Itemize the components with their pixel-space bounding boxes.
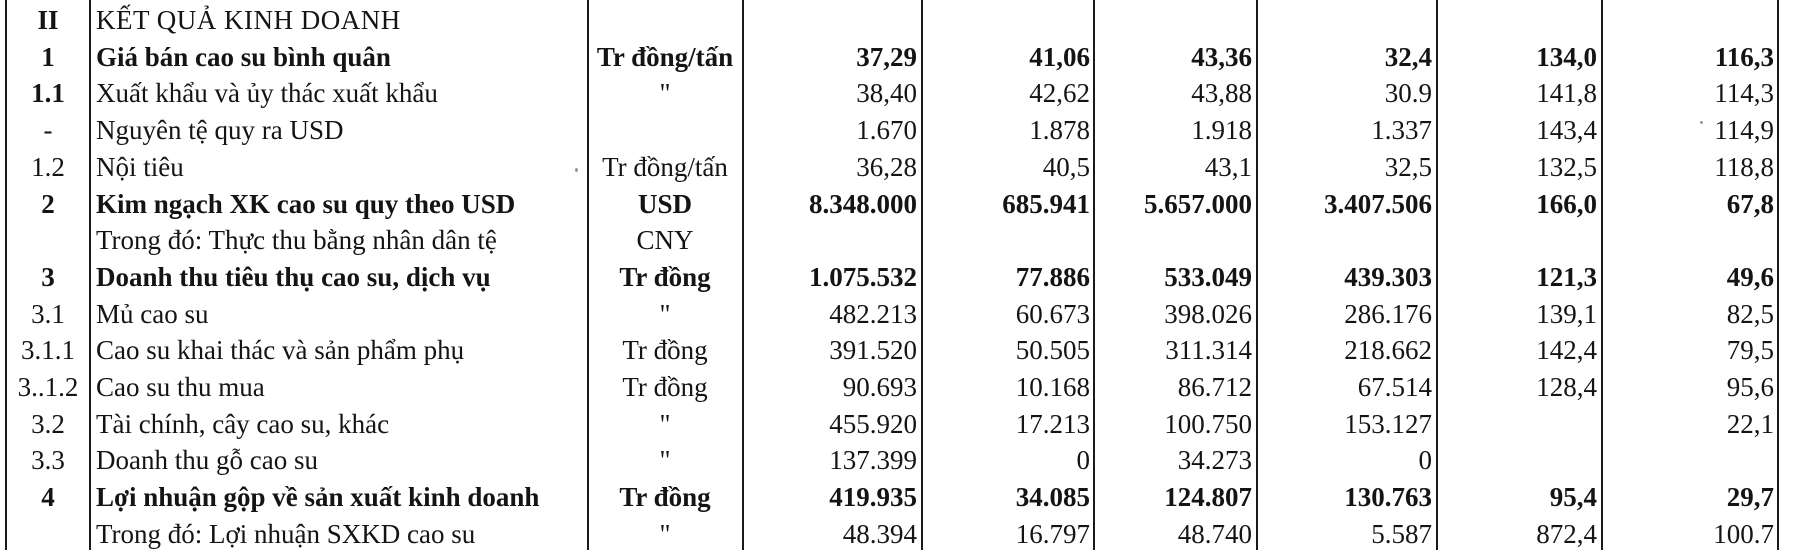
table-row	[0, 37, 1800, 74]
row-number: 1.1	[31, 78, 65, 109]
table-row	[0, 184, 1800, 221]
row-value-col1: 137.399	[829, 445, 917, 476]
row-value-col1: 391.520	[829, 335, 917, 366]
row-percent-col5: 141,8	[1536, 78, 1597, 109]
row-value-col1: 1.075.532	[809, 261, 917, 292]
section-number: II	[37, 5, 59, 35]
row-percent-col6: 49,6	[1726, 261, 1774, 292]
row-item-name: Tài chính, cây cao su, khác	[96, 408, 390, 439]
row-item-name: Kim ngạch XK cao su quy theo USD	[96, 188, 516, 219]
row-percent-col5	[1439, 404, 1597, 441]
row-percent-col5: 166,0	[1536, 188, 1597, 219]
row-unit	[589, 110, 741, 147]
row-value-col4: 153.127	[1344, 408, 1432, 439]
row-number: 3.3	[31, 445, 65, 476]
table-row	[0, 440, 1800, 477]
row-number: 3.1	[31, 298, 65, 329]
row-value-col2: 41,06	[1029, 41, 1090, 72]
table-row	[0, 147, 1800, 184]
row-value-col2: 34.085	[1015, 482, 1090, 513]
row-percent-col5: 121,3	[1536, 261, 1597, 292]
row-item-name: Doanh thu gỗ cao su	[96, 445, 318, 476]
row-percent-col6: 29,7	[1726, 482, 1774, 513]
row-number: 2	[41, 188, 55, 219]
row-value-col1: 90.693	[842, 372, 917, 402]
row-percent-col5: 139,1	[1536, 298, 1597, 329]
row-percent-col6: 114,3	[1714, 78, 1774, 109]
row-unit: "	[659, 298, 671, 329]
row-percent-col5: 132,5	[1536, 151, 1597, 182]
row-value-col1: 37,29	[856, 41, 917, 72]
row-value-col3: 398.026	[1164, 298, 1252, 329]
row-value-col1: 482.213	[829, 298, 917, 329]
table-row	[0, 110, 1800, 147]
row-percent-col6: 67,8	[1726, 188, 1774, 219]
row-percent-col5: 143,4	[1536, 115, 1597, 146]
row-percent-col6: 116,3	[1714, 41, 1774, 72]
row-value-col2: 42,62	[1029, 78, 1090, 109]
row-item-name: Mủ cao su	[96, 298, 209, 329]
row-number	[6, 514, 90, 551]
scan-speck	[575, 168, 578, 172]
row-unit: Tr đồng	[622, 335, 708, 366]
row-value-col3: 100.750	[1164, 408, 1252, 439]
table-row	[0, 514, 1800, 551]
row-value-col4: 1.337	[1371, 115, 1432, 146]
row-item-name: Xuất khẩu và ủy thác xuất khẩu	[96, 78, 438, 109]
row-value-col3: 48.740	[1177, 518, 1252, 549]
row-value-col4: 439.303	[1344, 261, 1432, 292]
row-value-col4: 67.514	[1357, 372, 1432, 402]
row-unit: "	[659, 518, 671, 549]
row-unit: Tr đồng	[619, 482, 711, 513]
row-value-col3: 124.807	[1164, 482, 1252, 513]
row-value-col4: 3.407.506	[1324, 188, 1432, 219]
row-value-col4: 286.176	[1344, 298, 1432, 329]
scan-speck	[1700, 121, 1703, 124]
row-number: 3.1.1	[21, 335, 75, 366]
row-value-col3: 43,1	[1204, 151, 1252, 182]
row-value-col2: 0	[1076, 445, 1090, 476]
row-value-col1: 36,28	[856, 151, 917, 182]
row-percent-col5: 95,4	[1549, 482, 1597, 513]
row-unit: CNY	[636, 225, 694, 256]
row-item-name: Trong đó: Thực thu bằng nhân dân tệ	[96, 225, 497, 256]
row-item-name: Cao su khai thác và sản phẩm phụ	[96, 335, 465, 366]
row-value-col1: 455.920	[829, 408, 917, 439]
row-value-col3: 1.918	[1191, 115, 1252, 146]
row-value-col2: 50.505	[1015, 335, 1090, 366]
row-value-col3: 43,36	[1191, 41, 1252, 72]
row-percent-col6: 100.7	[1713, 518, 1774, 549]
row-percent-col6: 95,6	[1726, 372, 1774, 402]
row-value-col1: 38,40	[856, 78, 917, 109]
table-row	[0, 294, 1800, 331]
row-unit: USD	[637, 188, 692, 219]
table-row	[0, 404, 1800, 441]
section-title: KẾT QUẢ KINH DOANH	[96, 5, 401, 35]
row-value-col2: 60.673	[1015, 298, 1090, 329]
row-percent-col5	[1439, 440, 1597, 477]
row-item-name: Doanh thu tiêu thụ cao su, dịch vụ	[96, 261, 491, 292]
row-value-col3: 43,88	[1191, 78, 1252, 109]
row-percent-col5: 872,4	[1536, 518, 1597, 549]
table-row	[0, 220, 1800, 257]
row-number: 3..1.2	[17, 372, 79, 402]
row-number: 1.2	[31, 151, 65, 182]
row-value-col2: 10.168	[1015, 372, 1090, 402]
row-value-col3: 533.049	[1164, 261, 1252, 292]
row-percent-col5: 128,4	[1536, 372, 1597, 402]
row-number: 3	[41, 261, 55, 292]
row-unit: Tr đồng	[622, 372, 708, 402]
row-value-col3: 86.712	[1177, 372, 1252, 402]
row-value-col4: 32,4	[1384, 41, 1432, 72]
row-value-col1: 419.935	[829, 482, 917, 513]
row-value-col4: 218.662	[1344, 335, 1432, 366]
row-value-col4: 0	[1418, 445, 1432, 476]
row-value-col2: 17.213	[1015, 408, 1090, 439]
row-value-col1: 1.670	[856, 115, 917, 146]
row-value-col2: 40,5	[1042, 151, 1090, 182]
row-value-col1: 48.394	[842, 518, 917, 549]
row-unit: "	[659, 408, 671, 439]
row-percent-col6	[1608, 220, 1774, 257]
row-percent-col6: 82,5	[1726, 298, 1774, 329]
table-row	[0, 73, 1800, 110]
table-row	[0, 477, 1800, 514]
row-number: 1	[41, 41, 55, 72]
row-unit: Tr đồng/tấn	[596, 41, 734, 72]
row-value-col3: 311.314	[1165, 335, 1252, 366]
row-unit: "	[659, 78, 671, 109]
row-value-col4: 32,5	[1384, 151, 1432, 182]
row-value-col1: 8.348.000	[809, 188, 917, 219]
row-item-name: Lợi nhuận gộp về sản xuất kinh doanh	[96, 482, 540, 513]
row-item-name: Trong đó: Lợi nhuận SXKD cao su	[96, 518, 476, 549]
section-header-row	[0, 0, 1800, 37]
row-item-name: Giá bán cao su bình quân	[96, 41, 391, 72]
row-value-col4	[1259, 220, 1432, 257]
row-item-name: Cao su thu mua	[96, 372, 265, 402]
row-value-col3: 5.657.000	[1144, 188, 1252, 219]
row-number: -	[43, 115, 53, 146]
row-value-col2: 685.941	[1002, 188, 1090, 219]
row-value-col3: 34.273	[1177, 445, 1252, 476]
row-percent-col5	[1439, 220, 1597, 257]
row-percent-col5: 142,4	[1536, 335, 1597, 366]
row-value-col4: 5.587	[1371, 518, 1432, 549]
row-number	[6, 220, 90, 257]
row-value-col2	[924, 220, 1090, 257]
row-value-col4: 130.763	[1344, 482, 1432, 513]
row-percent-col6	[1608, 440, 1774, 477]
row-item-name: Nguyên tệ quy ra USD	[96, 115, 344, 146]
row-unit: Tr đồng	[619, 261, 711, 292]
row-number: 4	[41, 482, 55, 513]
row-unit: Tr đồng/tấn	[602, 151, 728, 182]
table-row	[0, 257, 1800, 294]
row-percent-col6: 79,5	[1726, 335, 1774, 366]
table-row	[0, 367, 1800, 404]
row-percent-col5: 134,0	[1536, 41, 1597, 72]
row-number: 3.2	[31, 408, 65, 439]
row-value-col3	[1096, 220, 1252, 257]
row-value-col2: 1.878	[1029, 115, 1090, 146]
table-row	[0, 330, 1800, 367]
row-item-name: Nội tiêu	[96, 151, 184, 182]
row-value-col2: 16.797	[1015, 518, 1090, 549]
row-percent-col6: 114,9	[1714, 115, 1774, 146]
row-value-col4: 30.9	[1384, 78, 1432, 109]
row-value-col1	[745, 220, 917, 257]
row-percent-col6: 118,8	[1714, 151, 1774, 182]
row-unit: "	[659, 445, 671, 476]
row-percent-col6: 22,1	[1726, 408, 1774, 439]
row-value-col2: 77.886	[1015, 261, 1090, 292]
